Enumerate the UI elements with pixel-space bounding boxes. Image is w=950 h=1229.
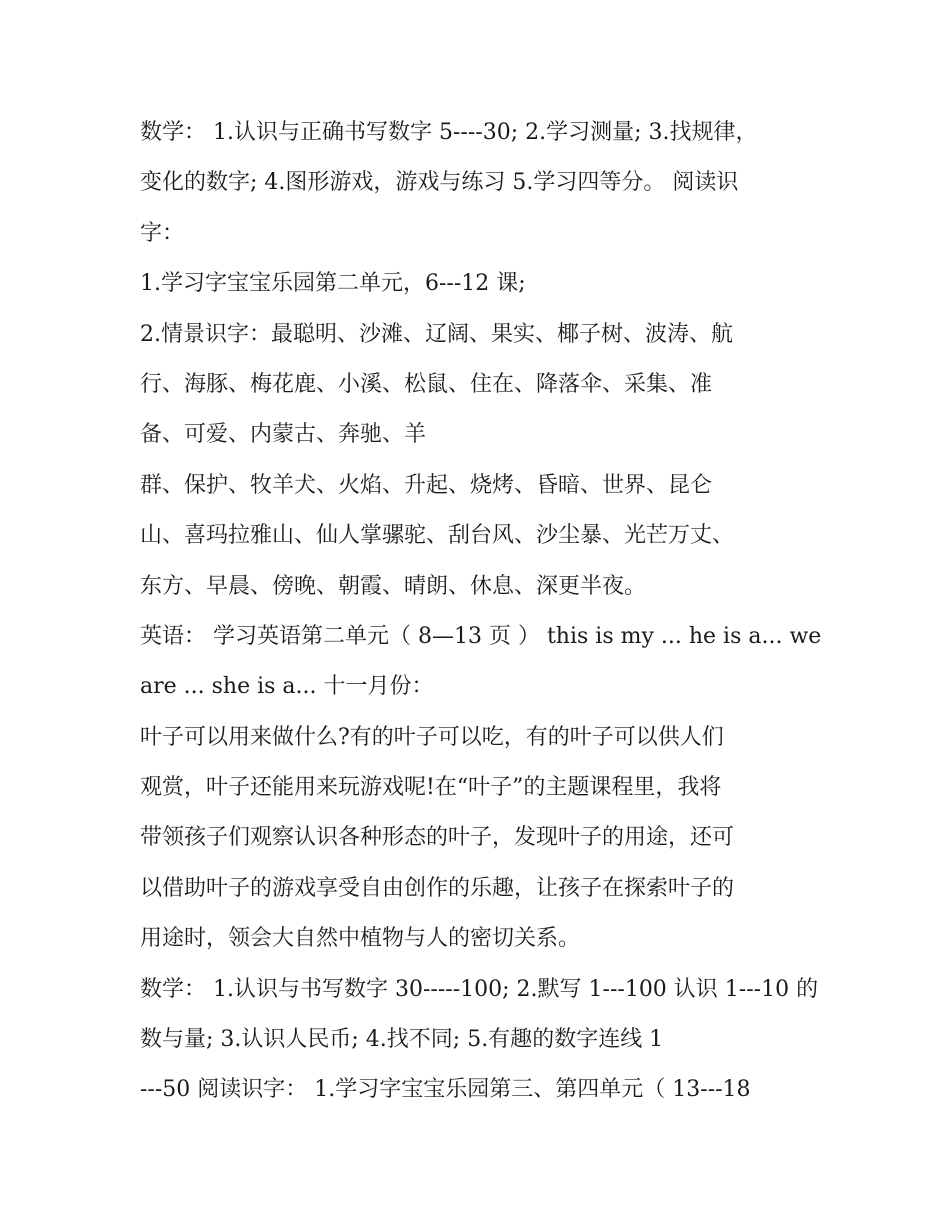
text-line: 观赏，叶子还能用来玩游戏呢!在“叶子”的主题课程里，我将 [140,775,722,801]
document-body [140,108,820,1116]
text-line: 1.学习字宝宝乐园第二单元，6---12 课; [140,271,526,297]
text-line: 变化的数字; 4.图形游戏，游戏与练习 5.学习四等分。 阅读识 [140,170,739,196]
text-line: ---50 阅读识字： 1.学习字宝宝乐园第三、第四单元（ 13---18 [140,1077,751,1103]
text-line: 2.情景识字：最聪明、沙滩、辽阔、果实、椰子树、波涛、航 [140,321,733,347]
text-line: 英语： 学习英语第二单元（ 8—13 页 ） this is my ... he is a... we [140,623,822,649]
text-line: 数与量; 3.认识人民币; 4.找不同; 5.有趣的数字连线 1 [140,1027,664,1053]
text-line: 群、保护、牧羊犬、火焰、升起、烧烤、昏暗、世界、昆仑 [140,472,713,498]
text-line: 数学： 1.认识与书写数字 30-----100; 2.默写 1---100 认识 1---10 的 [140,976,819,1002]
text-line: 行、海豚、梅花鹿、小溪、松鼠、住在、降落伞、采集、准 [140,371,713,397]
text-line: 备、可爱、内蒙古、奔驰、羊 [140,422,427,448]
text-line: 东方、早晨、傍晚、朝霞、晴朗、休息、深更半夜。 [140,573,647,599]
text-line: 带领孩子们观察认识各种形态的叶子，发现叶子的用途，还可 [140,825,735,851]
text-line: 山、喜玛拉雅山、仙人掌骡驼、刮台风、沙尘暴、光芒万丈、 [140,523,735,549]
text-line: 数学： 1.认识与正确书写数字 5----30; 2.学习测量; 3.找规律， [140,120,758,145]
text-line: 以借助叶子的游戏享受自由创作的乐趣，让孩子在探索叶子的 [140,875,735,901]
text-line: 用途时，领会大自然中植物与人的密切关系。 [140,926,581,952]
text-line: are ... she is a... 十一月份： [140,674,434,700]
text-line: 字： [140,220,185,246]
text-line: 叶子可以用来做什么?有的叶子可以吃，有的叶子可以供人们 [140,724,724,750]
